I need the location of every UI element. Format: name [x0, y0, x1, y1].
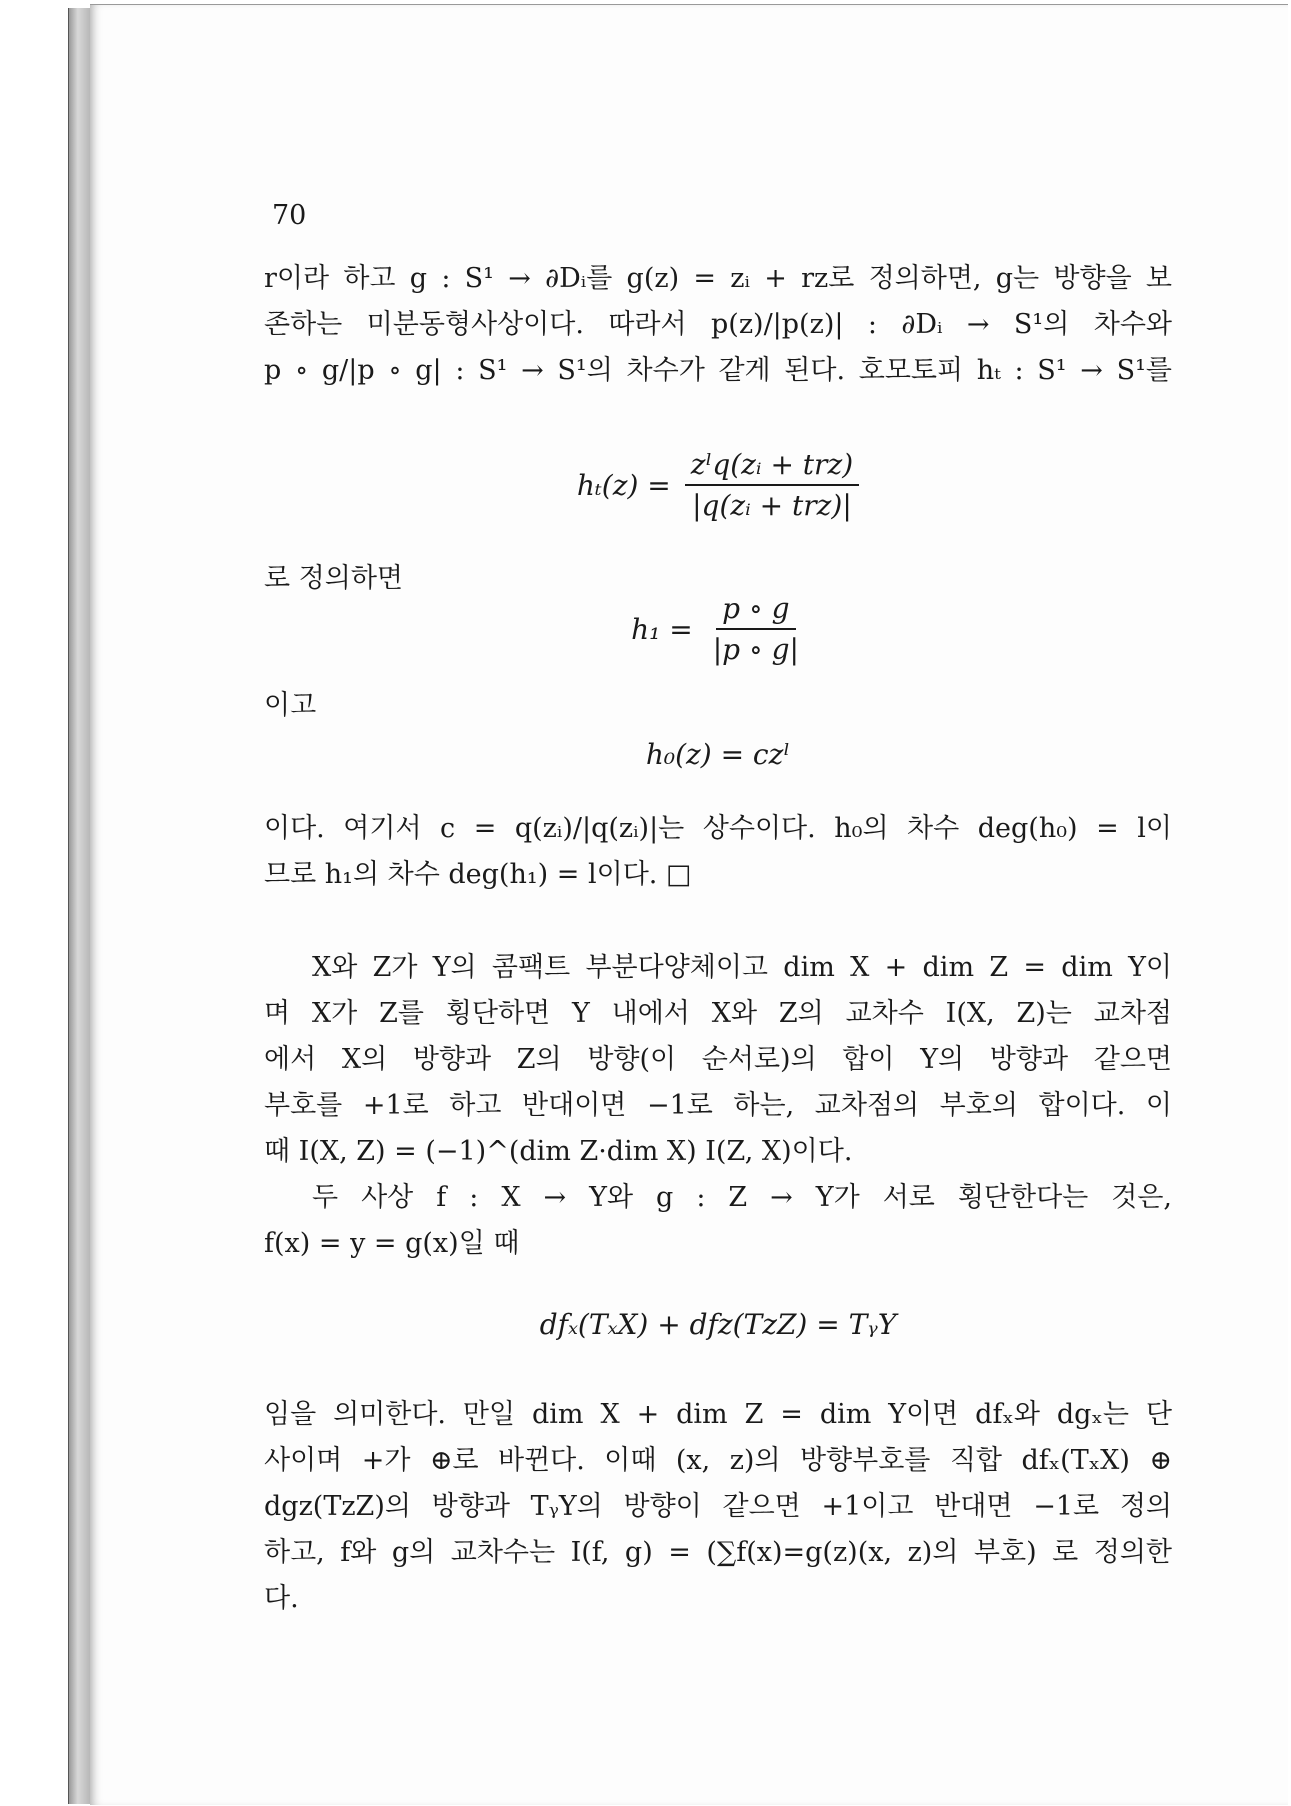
text-line: dgz(TzZ)의 방향과 TᵧY의 방향이 같으면 +1이고 반대면 −1로 정의: [264, 1491, 1172, 1522]
text-line: 로 정의하면: [264, 563, 403, 594]
book-spine-edge: [68, 8, 91, 1804]
paragraph-4: [264, 1175, 1172, 1267]
text-line: 며 X가 Z를 횡단하면 Y 내에서 X와 Z의 교차수 I(X, Z)는 교차점: [264, 998, 1172, 1029]
text-line: 에서 X의 방향과 Z의 방향(이 순서로)의 합이 Y의 방향과 같으면: [264, 1044, 1172, 1075]
equation-h0: h₀(z) = czˡ: [645, 738, 791, 771]
text-line: 존하는 미분동형사상이다. 따라서 p(z)/|p(z)| : ∂Dᵢ → S¹의 차수와: [264, 309, 1172, 340]
fraction-numerator: p ∘ g: [716, 592, 795, 630]
fraction-denominator: |p ∘ g|: [712, 633, 799, 666]
page-number: 70: [272, 200, 307, 231]
text-line: X와 Z가 Y의 콤팩트 부분다양체이고 dim X + dim Z = dim Y이: [312, 952, 1172, 983]
text-line: 두 사상 f : X → Y와 g : Z → Y가 서로 횡단한다는 것은,: [312, 1182, 1172, 1213]
text-line: 이고: [264, 690, 317, 721]
paragraph-1: [264, 256, 1172, 394]
fraction-denominator: |q(zᵢ + trz)|: [692, 489, 852, 522]
text-line: 사이며 +가 ⊕로 바뀐다. 이때 (x, z)의 방향부호를 직합 dfₓ(TₓX) ⊕: [264, 1445, 1172, 1476]
paragraph-2: [264, 806, 1172, 898]
text-line: 므로 h₁의 차수 deg(h₁) = l이다. □: [264, 859, 692, 890]
text-line: 때 I(X, Z) = (−1)^(dim Z·dim X) I(Z, X)이다.: [264, 1136, 853, 1167]
text-and: [264, 683, 1172, 729]
text-line: r이라 하고 g : S¹ → ∂Dᵢ를 g(z) = zᵢ + rz로 정의하면, g는 방향을 보: [264, 263, 1172, 294]
fraction: [707, 592, 805, 666]
text-line: 임을 의미한다. 만일 dim X + dim Z = dim Y이면 dfₓ와 dgₓ는 단: [264, 1399, 1172, 1430]
equation-lhs: hₜ(z) =: [576, 468, 671, 502]
text-line: 다.: [264, 1583, 299, 1614]
equation-ht: [264, 448, 1172, 522]
equation-lhs: h₁ =: [631, 612, 693, 646]
text-line: p ∘ g/|p ∘ g| : S¹ → S¹의 차수가 같게 된다. 호모토피 hₜ : S¹ → S¹를: [264, 355, 1172, 386]
text-line: f(x) = y = g(x)일 때: [264, 1228, 520, 1259]
paragraph-3: [264, 945, 1172, 1175]
text-line: 이다. 여기서 c = q(zᵢ)/|q(zᵢ)|는 상수이다. h₀의 차수 deg(h₀) = l이: [264, 813, 1172, 844]
fraction: [685, 448, 859, 522]
text-line: 부호를 +1로 하고 반대이면 −1로 하는, 교차점의 부호의 합이다. 이: [264, 1090, 1172, 1121]
paragraph-5: [264, 1392, 1172, 1622]
equation-transversal: dfₓ(TₓX) + dfz(TzZ) = TᵧY: [539, 1308, 897, 1341]
text-line: 하고, f와 g의 교차수는 I(f, g) = (∑f(x)=g(z)(x, z)의 부호) 로 정의한: [264, 1537, 1172, 1568]
fraction-numerator: zˡq(zᵢ + trz): [685, 448, 859, 486]
equation-h1: [264, 592, 1172, 666]
